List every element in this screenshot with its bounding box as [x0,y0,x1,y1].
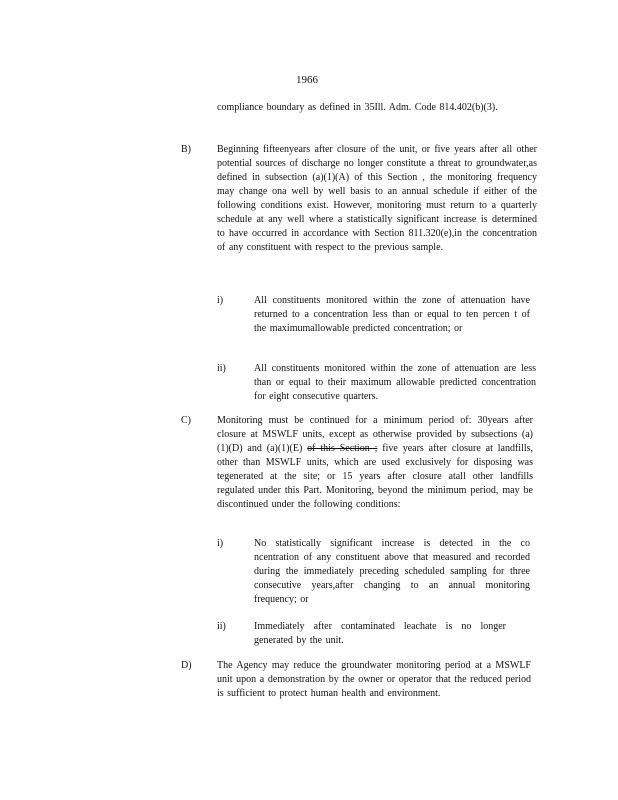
section-c-item-ii-text: Immediately after contaminated leachate is no longer generated by the unit. [254,621,506,646]
section-b-item-i-text: All constituents monitored within the zone of attenuation have returned to a concentration less than or equal to ten percen t of the maximumallowable predicted concentration; or [254,295,530,334]
section-b-label: B) [181,144,191,155]
section-c-item-ii-label: ii) [217,621,226,632]
intro-text: compliance boundary as defined in 35Ill. Adm. Code 814.402(b)(3). [217,102,498,113]
section-b-item-ii-label: ii) [217,363,226,374]
page-number: 1966 [296,74,318,86]
section-c-struck-text: of this Section ; [307,443,378,454]
section-b-text: Beginning fifteenyears after closure of the unit, or five years after all other potential sources of discharge no longer constitute a threat to groundwater,as defined in subsection (a)(1)(A) of this Section , the monitoring frequency may change ona well by well basis to an annual schedule if either of the following conditions exist. However, monitoring must return to a quarterly schedule at any well where a statistically significant increase is determined to have occurred in accordance with Section 811.320(e),in the concentration of any constituent with respect to the previous sample. [217,144,537,253]
section-c-text [217,414,533,512]
section-c-item-i-text: No statistically significant increase is detected in the co ncentration of any constituent above that measured and recorded during the immediately preceding scheduled sampling for three consecutive years,after changing to an annual monitoring frequency; or [254,538,530,605]
section-c-label: C) [181,415,191,426]
section-b-item-i-label: i) [217,295,224,306]
section-d-label: D) [181,660,192,671]
section-c-text-after: five years after closure at landfills, other than MSWLF units, which are used exclusively for disposing was tegenerated at the site; or 15 years after closure atall other landfills regulated under this Part. Monitoring, beyond the minimum period, may be discontinued under the following conditions: [217,443,534,510]
section-c-text-before: Monitoring must be continued for a minimum period of: 30years after closure at MSWLF units, except as otherwise provided by subsections (a)(1)(D) and (a)(1)(E) [217,415,533,454]
section-d-text: The Agency may reduce the groundwater monitoring period at a MSWLF unit upon a demonstration by the owner or operator that the reduced period is sufficient to protect human health and environment. [217,660,531,699]
section-b-item-ii-text: All constituents monitored within the zone of attenuation are less than or equal to their maximum allowable predicted concentration for eight consecutive quarters. [254,363,536,402]
section-c-item-i-label: i) [217,538,224,549]
